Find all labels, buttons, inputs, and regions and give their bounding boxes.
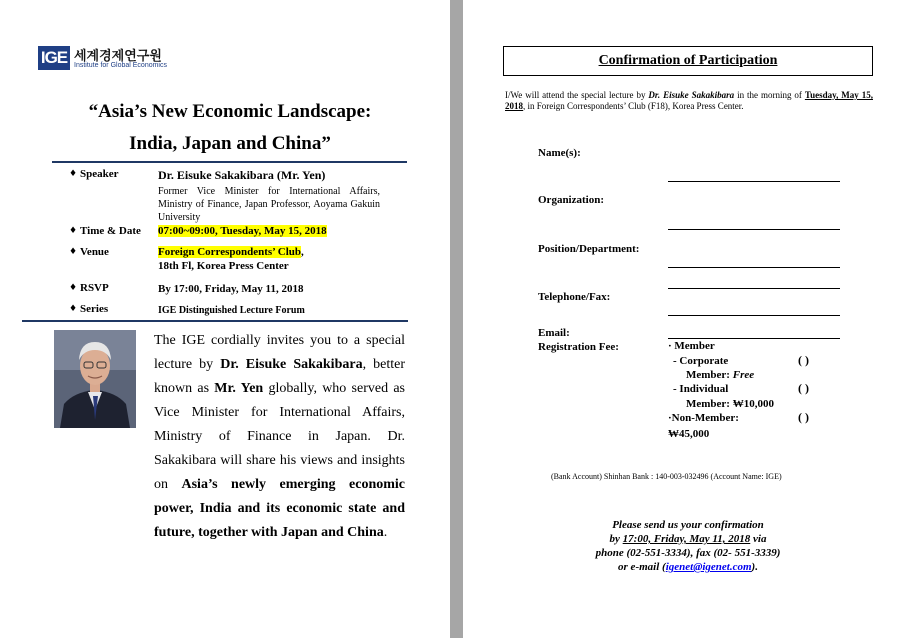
fee-individual-line-2: Member: ₩10,000 — [686, 398, 774, 410]
send-deadline: 17:00, Friday, May 11, 2018 — [622, 533, 751, 545]
fee-corporate-line-1: - Corporate — [673, 355, 729, 367]
fee-individual-line-1: - Individual — [673, 383, 729, 395]
bottom-rule — [22, 320, 408, 322]
speaker-photo — [54, 330, 136, 428]
send-line-3: phone (02-551-3334), fax (02- 551-3339) — [595, 547, 781, 559]
send-text-part: by — [609, 533, 623, 545]
name-input-line[interactable] — [668, 181, 840, 182]
position-input-line[interactable] — [668, 267, 840, 268]
speaker-label: Speaker — [80, 168, 119, 180]
logo-mark: IGE — [38, 46, 70, 70]
venue-comma: , — [301, 246, 304, 258]
invite-topic: Asia’s newly emerging economic power, India and its economic state and future, together with Japan and China — [154, 477, 405, 540]
time-label: Time & Date — [80, 225, 141, 237]
send-text-part: ). — [751, 561, 758, 573]
organization-label: Organization: — [538, 194, 604, 206]
fee-corporate-free: Free — [732, 369, 755, 381]
phone-input-line[interactable] — [668, 288, 840, 289]
email-link[interactable]: igenet@igenet.com — [665, 561, 752, 573]
logo-korean-name: 세계경제연구원 — [74, 49, 162, 64]
send-text-part: via — [750, 533, 767, 545]
name-label: Name(s): — [538, 147, 581, 159]
non-member-checkbox[interactable]: ( ) — [798, 410, 809, 424]
time-value — [158, 225, 327, 238]
organization-input-line[interactable] — [668, 229, 840, 230]
title-line-2: India, Japan and China” — [129, 133, 331, 154]
venue-line-2: 18th Fl, Korea Press Center — [158, 260, 289, 272]
rsvp-value: By 17:00, Friday, May 11, 2018 — [158, 283, 304, 295]
invite-text-part: . — [383, 525, 388, 540]
bullet-icon: ♦ — [69, 304, 78, 314]
rsvp-label: RSVP — [80, 282, 109, 294]
send-instructions — [503, 518, 873, 574]
corporate-checkbox[interactable]: ( ) — [798, 353, 809, 367]
fee-non-member-price: ₩45,000 — [668, 428, 710, 440]
invite-text-part: The IGE cordially invites you to a special lecture by — [154, 333, 405, 372]
speaker-bio: Former Vice Minister for International Affairs, Ministry of Finance, Japan Professor, Aoyama Gakuin University — [158, 186, 380, 223]
bullet-icon: ♦ — [69, 247, 78, 257]
bullet-icon: ♦ — [69, 283, 78, 293]
fee-member: · Member — [668, 340, 715, 352]
invitation-text — [154, 329, 405, 545]
send-line-1: Please send us your confirmation — [612, 519, 764, 531]
intro-text-part: , in Foreign Correspondents’ Club (F18), Korea Press Center. — [523, 101, 744, 111]
invite-text-part: globally, who served as Vice Minister for International Affairs, Ministry of Finance in Japan. Dr. Sakakibara will share his views and insights on — [154, 381, 405, 492]
send-text-part: or e-mail ( — [618, 561, 666, 573]
fee-non-member: ·Non-Member: — [668, 412, 739, 424]
invitation-page — [0, 0, 450, 638]
registration-fee-label: Registration Fee: — [538, 341, 619, 353]
invite-nickname: Mr. Yen — [214, 381, 264, 396]
speaker-name: Dr. Eisuke Sakakibara (Mr. Yen) — [158, 168, 326, 182]
invite-speaker-name: Dr. Eisuke Sakakibara — [220, 357, 363, 372]
lecture-title — [30, 96, 430, 160]
bullet-icon: ♦ — [69, 226, 78, 236]
confirmation-intro — [505, 90, 873, 112]
fee-corporate-text: Member: — [686, 369, 733, 381]
series-label: Series — [80, 303, 109, 315]
confirmation-title: Confirmation of Participation — [503, 46, 873, 76]
logo-english-name: Institute for Global Economics — [74, 62, 167, 69]
phone-label: Telephone/Fax: — [538, 291, 611, 303]
intro-text-part: I/We will attend the special lecture by — [505, 90, 649, 100]
intro-date: Tuesday, May 15, 2018 — [505, 90, 873, 111]
series-value: IGE Distinguished Lecture Forum — [158, 305, 305, 316]
invite-text-part: , better known as — [154, 357, 406, 396]
email-label: Email: — [538, 327, 570, 339]
top-rule — [52, 161, 407, 163]
position-label: Position/Department: — [538, 243, 640, 255]
venue-line-1 — [158, 246, 304, 259]
venue-name: Foreign Correspondents’ Club — [158, 246, 302, 258]
send-line-2 — [503, 532, 873, 546]
bank-account: (Bank Account) Shinhan Bank : 140-003-032496 (Account Name: IGE) — [551, 472, 782, 481]
intro-text-part: in the morning of — [734, 90, 805, 100]
fee-corporate-line-2 — [686, 368, 754, 382]
title-line-1: “Asia’s New Economic Landscape: — [88, 101, 372, 122]
confirmation-page — [463, 0, 909, 638]
venue-label: Venue — [80, 246, 109, 258]
intro-speaker-name: Dr. Eisuke Sakakibara — [648, 90, 735, 100]
send-line-4 — [503, 560, 873, 574]
speaker-portrait-icon — [54, 330, 136, 428]
phone-input-line-2[interactable] — [668, 315, 840, 316]
ige-logo — [38, 46, 168, 72]
time-value-text: 07:00~09:00, Tuesday, May 15, 2018 — [158, 225, 327, 237]
bullet-icon: ♦ — [69, 169, 78, 179]
individual-checkbox[interactable]: ( ) — [798, 381, 809, 395]
